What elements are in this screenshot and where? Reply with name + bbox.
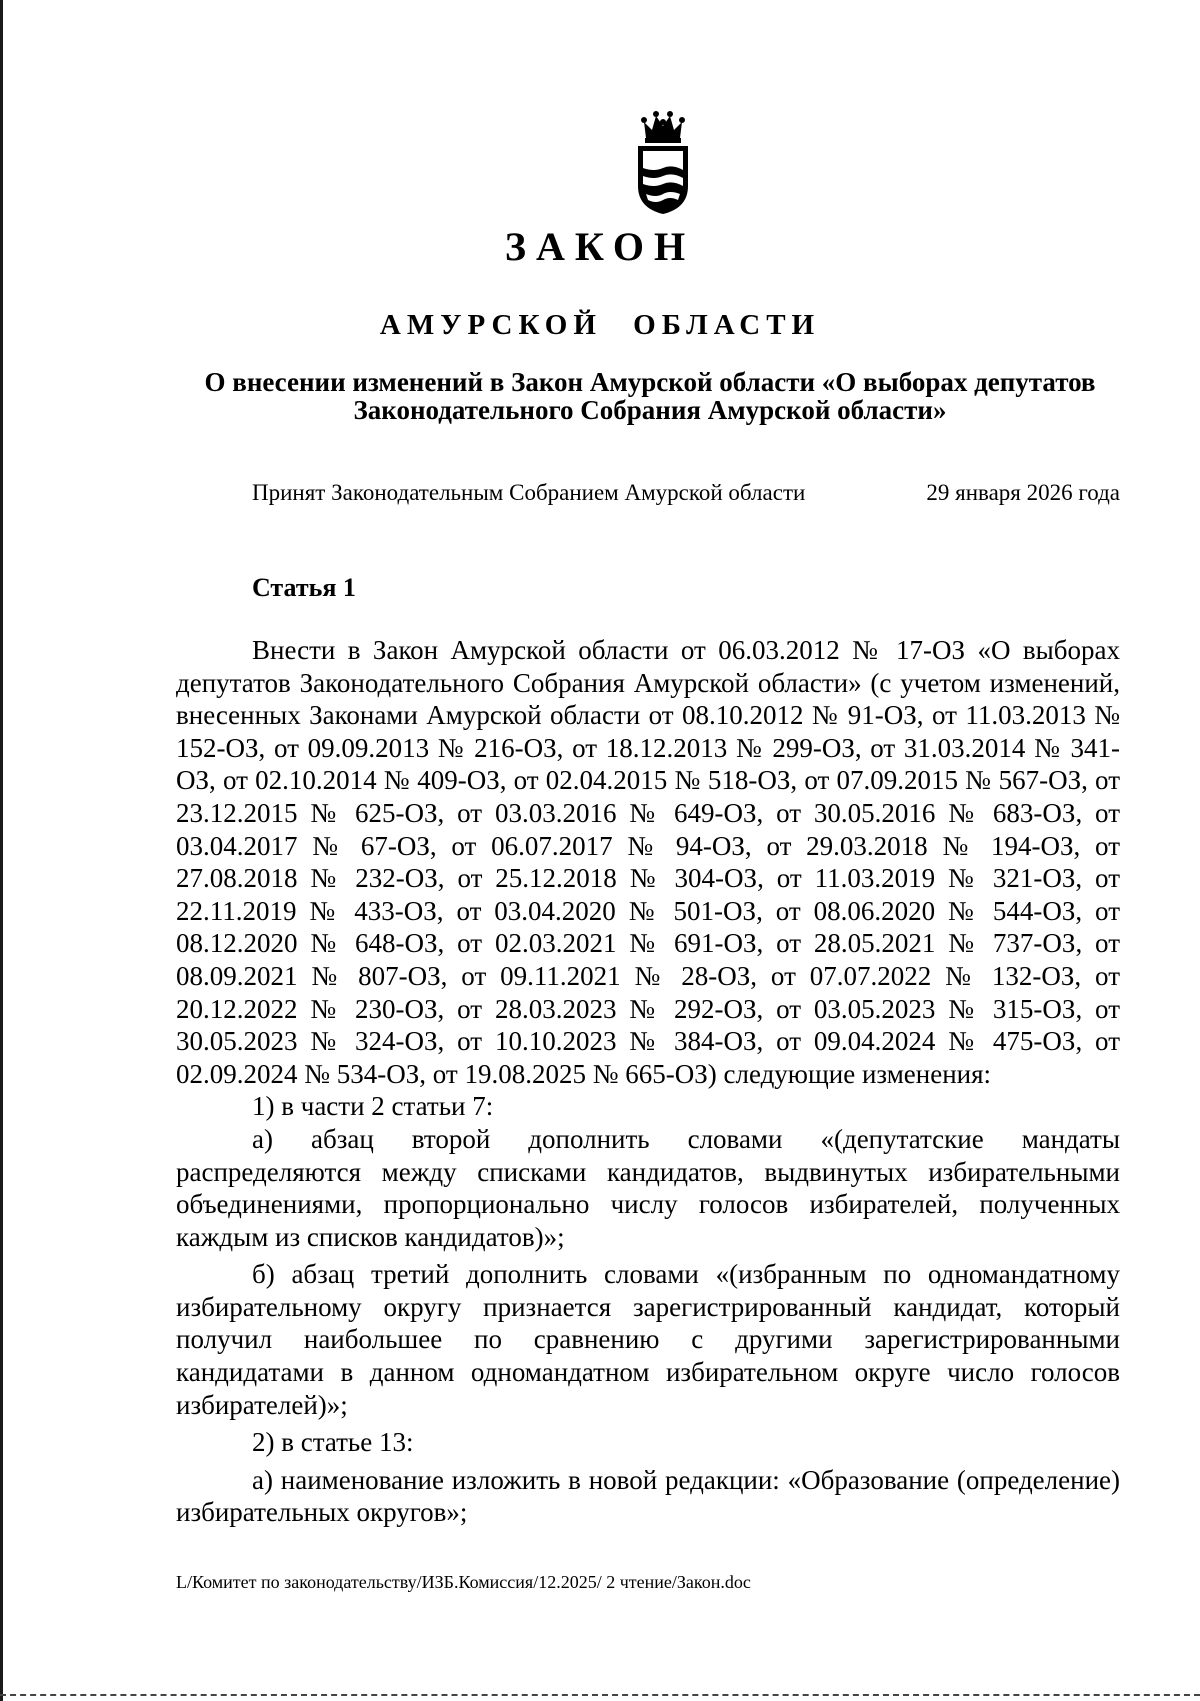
paragraph-item-1a: а) абзац второй дополнить словами «(депутатские мандаты распределяются между списками кандидатов, выдвинутых избирательными объединениями, пропорционально числу голосов избирателей, полученных каждым из списков кандидатов)»; <box>176 1123 1120 1252</box>
document-title: ЗАКОН <box>504 224 696 269</box>
paragraph-item-2: 2) в статье 13: <box>252 1427 414 1458</box>
paragraph-item-1b: б) абзац третий дополнить словами «(избранным по одномандатному избирательному округу признается зарегистрированный кандидат, который получил наибольшее по сравнению с другими зарегистрированными кандидатами в данном одномандатном избирательном округе число голосов избирателей)»; <box>176 1259 1120 1420</box>
adopted-date: 29 января 2026 года <box>926 480 1120 505</box>
document-subject: О внесении изменений в Закон Амурской области «О выборах депутатов Законодательного Собрания Амурской области» <box>204 367 1096 425</box>
paragraph-intro: Внести в Закон Амурской области от 06.03.2012 № 17-ОЗ «О выборах депутатов Законодательного Собрания Амурской области» (с учетом изменений, внесенных Законами Амурской области от 08.10.2012 № 91-ОЗ, от 11.03.2013 № 152-ОЗ, от 09.09.2013 № 216-ОЗ, от 18.12.2013 № 299-ОЗ, от 31.03.2014 № 341-ОЗ, от 02.10.2014 № 409-ОЗ, от 02.04.2015 № 518-ОЗ, от 07.09.2015 № 567-ОЗ, от 23.12.2015 № 625-ОЗ, от 03.03.2016 № 649-ОЗ, от 30.05.2016 № 683-ОЗ, от 03.04.2017 № 67-ОЗ, от 06.07.2017 № 94-ОЗ, от 29.03.2018 № 194-ОЗ, от 27.08.2018 № 232-ОЗ, от 25.12.2018 № 304-ОЗ, от 11.03.2019 № 321-ОЗ, от 22.11.2019 № 433-ОЗ, от 03.04.2020 № 501-ОЗ, от 08.06.2020 № 544-ОЗ, от 08.12.2020 № 648-ОЗ, от 02.03.2021 № 691-ОЗ, от 28.05.2021 № 737-ОЗ, от 08.09.2021 № 807-ОЗ, от 09.11.2021 № 28-ОЗ, от 07.07.2022 № 132-ОЗ, от 20.12.2022 № 230-ОЗ, от 28.03.2023 № 292-ОЗ, от 03.05.2023 № 315-ОЗ, от 30.05.2023 № 324-ОЗ, от 10.10.2023 № 384-ОЗ, от 09.04.2024 № 475-ОЗ, от 02.09.2024 № 534-ОЗ, от 19.08.2025 № 665-ОЗ) следующие изменения: <box>176 635 1120 1089</box>
article-body <box>176 634 1120 1529</box>
file-path-footer: L/Комитет по законодательству/ИЗБ.Комиссия/12.2025/ 2 чтение/Закон.doc <box>176 1572 751 1592</box>
scan-bottom-edge <box>0 1694 1200 1698</box>
document-region: АМУРСКОЙ ОБЛАСТИ <box>379 309 821 341</box>
coat-of-arms-icon <box>632 108 694 218</box>
paragraph-item-1: 1) в части 2 статьи 7: <box>252 1091 494 1122</box>
adopted-by: Принят Законодательным Собранием Амурской области <box>252 480 806 505</box>
article-heading: Статья 1 <box>252 573 356 602</box>
paragraph-item-2a: а) наименование изложить в новой редакции: «Образование (определение) избирательных округов»; <box>176 1464 1120 1528</box>
